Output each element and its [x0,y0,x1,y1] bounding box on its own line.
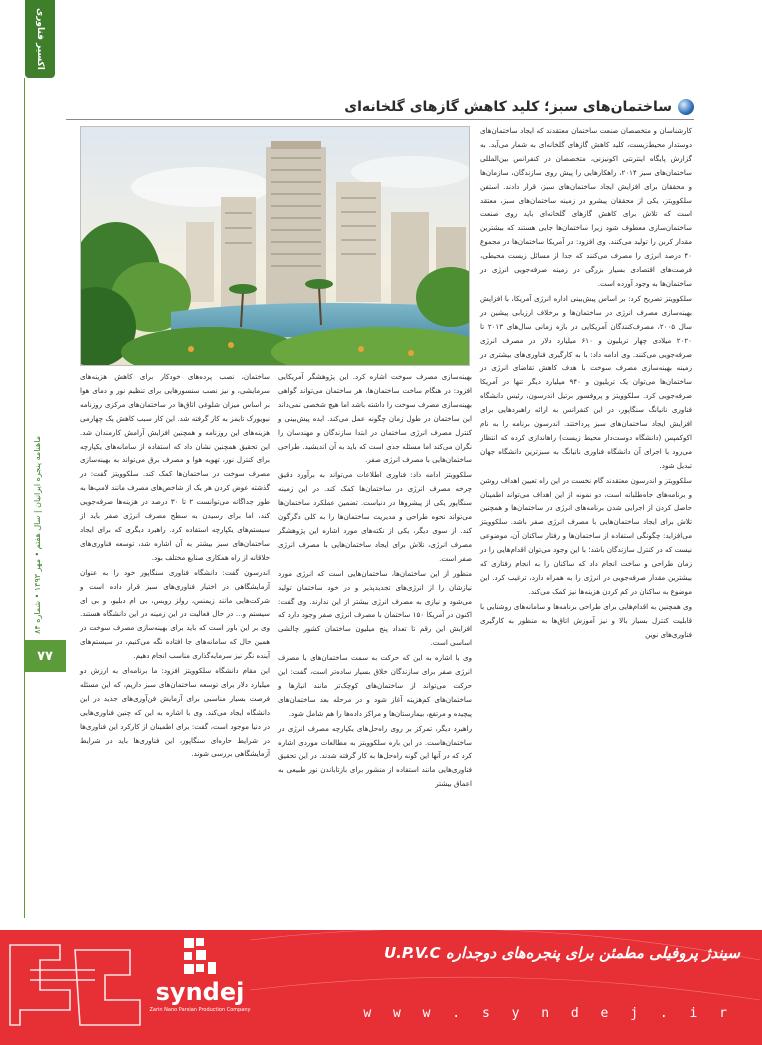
article-column-right [480,124,692,934]
article-title: ساختمان‌های سبز؛ کلید کاهش گازهای گلخانه‌ای [344,98,672,115]
issue-meta [29,420,45,650]
page-number: ۷۷ [24,640,66,672]
syndej-logo [150,936,250,1034]
paragraph: سلکوویتز ادامه داد: فناوری اطلاعات می‌تواند به برآورد دقیق چرخه مصرف انرژی در ساختمان‌ها کمک کند. در این زمینه سنگاپور یکی از پیشروها در دنیاست. تضمین عملکرد ساختمان‌ها می‌تواند نحوه طراحی و مدیریت ساختمان‌ها را به کلی دگرگون کند. از سوی دیگر، یکی از نکته‌های مورد اشاره این پژوهشگر مصرف انرژی، تلاش برای ایجاد ساختمان‌هایی با مصرف انرژی صفر است. [278,470,472,563]
paragraph: اندرسون گفت: دانشگاه فناوری سنگاپور خود را به عنوان آزمایشگاهی در اختیار فناوری‌های سبز قرار داده است و شرکت‌هایی مانند زیمنس، رولز رویس، بی ام دبلیو، و بی ای سیستم و... در حال فعالیت در این زمینه در این دانشگاه هستند. وی بر این باور است که باید برای بهینه‌سازی مصرف سوخت در همین حال که سامانه‌های جا افتاده نگه می‌کنیم، در سیستم‌های آینده نگر نیز سرمایه‌گذاری مناسب انجام دهیم. [80,567,270,661]
globe-icon [678,99,694,115]
brand-subtitle: Zarin Nano Parsian Production Company [149,1007,251,1013]
issue-line: ماهنامه پنجره ایرانیان | سال هفتم • مهر ۱۳۹۳ • شماره ۸۴ [32,436,42,634]
article-column-middle [278,370,472,930]
brand-name: syndej [155,978,245,1006]
paragraph: راهبرد دیگر، تمرکز بر روی راه‌حل‌های یکپارچه مصرف انرژی در ساختمان‌هاست. در این باره سلکوویتز به مطالعات موردی اشاره کرد که در آنها این گونه راه‌حل‌ها به کار گرفته شدند. در این تحقیق فناوری‌هایی مانند استفاده از منشور برای بازتاباندن نور طبیعی به اعماق بیشتر [278,723,472,789]
paragraph: منظور از این ساختمان‌ها، ساختمان‌هایی است که انرژی مورد نیازشان را از انرژی‌های تجدیدپذیر و در خود ساختمان تولید می‌شود و نیازی به مصرف انرژی بیشتر از این ندارند. وی گفت: اکنون در آمریکا ۱۵۰ ساختمان با مصرف انرژی صفر وجود دارد که افزایش این رقم تا تعداد پنج میلیون ساختمان کشور چالشی اساسی است. [278,568,472,648]
article-header [66,94,694,120]
paragraph: کارشناسان و متخصصان صنعت ساختمان معتقدند که ایجاد ساختمان‌های دوستدار محیط‌زیست، کلید کاهش گازهای گلخانه‌ای به شمار می‌آید. به گزارش پایگاه اینترنتی اکونیزنی، متخصصان در کنفرانس بین‌المللی ساختمان‌های سبز ۲۰۱۴، راهکارهایی را پیش روی سازندگان، سازمان‌ها و محققان برای افزایش ایجاد ساختمان‌های سبز، قرار دادند. استفن سلکوویتز، یکی از محققان پیشرو در زمینه ساختمان‌های سبز، معتقد است که تلاش برای کاهش گازهای گلخانه‌ای باید روی صنعت ساختمان‌سازی معطوف شود زیرا ساختمان‌ها جایی هستند که بیشترین مقدار کربن را تولید می‌کنند. وی افزود: در آمریکا ساختمان‌ها در مجموع ۴۰ درصد انرژی را مصرف می‌کنند که جدا از مسائل زیست محیطی، فرصت‌های اقتصادی بسیار بزرگی در زمینه صرفه‌جویی انرژی در ساختمان‌ها به وجود آورده است. [480,126,692,288]
green-buildings-illustration [81,127,470,366]
syndej-logo-mark [182,936,218,976]
footer-advertisement [0,930,762,1045]
website-link[interactable]: w w w . s y n d e j . i r [363,1006,734,1021]
article-column-left [80,370,270,930]
paragraph: سلکوویتز تصریح کرد: بر اساس پیش‌بینی اداره انرژی آمریکا، با افزایش بهینه‌سازی مصرف انرژی در ساختمان‌ها و برخلاف ارزیابی پیشین در سال ۲۰۰۵، مصرف‌کنندگان آمریکایی در بازه زمانی سال‌های ۲۰۱۳ تا ۲۰۲۰ میلادی چهار تریلیون و ۶۱۰ میلیارد دلار در مصرف انرژی صرفه‌جویی می‌کنند. وی ادامه داد: با به کارگیری فناوری‌های بیشتری در زمینه بهینه‌سازی مصرف سوخت با هدف کاهش تقاضای انرژی در ساختمان‌ها می‌توان یک تریلیون و ۹۴۰ میلیارد دیگر تنها در آمریکا صرفه‌جویی کرد. سلکوویتز و پروفسور برتیل اندرسون، رئیس دانشگاه فناوری نانیانگ سنگاپور، در این کنفرانس به ارائه راهبردهایی برای افزایش ایجاد ساختمان‌های سبز پرداختند. اندرسون برنامه را به نام اکوکمپس (دانشگاه دوست‌دار محیط زیست) راهاندازی کرده که انتظار می‌رود با اجرای آن دانشگاه فناوری نانیانگ به سبزترین دانشگاه جهان تبدیل شود. [480,293,693,470]
ad-tagline: سیندژ پروفیلی مطمئن برای پنجره‌های دوجداره U.P.V.C [383,944,740,962]
hero-image [80,126,470,366]
paragraph: این مقام دانشگاه سلکوویتز افزود: ما برنامه‌ای به ارزش دو میلیارد دلار برای توسعه ساختمان‌های سبز داریم، که این مسئله فرصت بسیار مناسبی برای آزمایش فن‌آوری‌های جدید در این دانشگاه ایجاد می‌کند. وی با اشاره به این که چنین فناوری‌هایی در دنیا موجود است، گفت: برای اطمینان از کارکرد این فناوری‌ها در شرایط حاره‌ای سنگاپور، این فناوری‌ها باید در شرایط آزمایشگاهی بررسی شوند. [80,666,270,759]
paragraph: وی همچنین به اقدام‌هایی برای طراحی برنامه‌ها و سامانه‌های روشنایی با قابلیت کنترل بسیار بالا و نیز آموزش اتاق‌ها به منظور به کارگیری فناوری‌های نوین [480,601,692,639]
paragraph: سلکوویتز و اندرسون معتقدند گام نخست در این راه تعیین اهداف روشن و برنامه‌های جاه‌طلبانه است، دو نمونه از این اهداف می‌تواند اطمینان حاصل کردن از اجرایی شدن برنامه‌های انرژی در ساختمان‌ها و همچنین تلاش برای ایجاد ساختمان‌هایی با مصرف انرژی صفر باشد. سلکوویتز می‌افزاید: چگونگی استفاده از ساختمان‌ها و رفتار ساکنان آن، موضوعی نیست که در کنترل سازندگان باشد؛ با این وجود می‌توان اقدام‌هایی را در زمان طراحی و ساخت انجام داد که ساکنان را به انجام رفتاری که بیشترین مقدار صرفه‌جویی در انرژی را به همراه دارد، ترغیب کرد. این موضوع به ساکنان در کم کردن هزینه‌ها نیز کمک می‌کند. [480,475,692,596]
section-label: اکسیر فناوری [35,8,45,70]
section-tab [25,0,55,78]
paragraph: وی با اشاره به این که حرکت به سمت ساختمان‌های با مصرف انرژی صفر برای سازندگان خلاق بسیار ساده‌تر است، گفت: این حرکت می‌تواند از ساختمان‌های کوچک‌تر مانند انبارها و ساختمان‌های کم‌هزینه آغاز شود و در مرحله بعد ساختمان‌های پیچیده و مرتفع، بیمارستان‌ها و مراکز داده‌ها را هم شامل شود. [278,653,472,718]
paragraph: بهینه‌سازی مصرف سوخت اشاره کرد. این پژوهشگر آمریکایی افزود: در هنگام ساخت ساختمان‌ها، هر ساختمان می‌تواند گواهی بهینه‌سازی مصرف سوخت را داشته باشد اما هیچ شخصی نمی‌داند این ساختمان در طول زمان چگونه عمل می‌کند. ایده پیش‌بینی و کنترل مصرف انرژی ساختمان در ابتدا سازندگان و مهندسان را نگران می‌کند اما مسئله جدی است که باید به آن اندیشید. طراحی ساختمان‌هایی با مصرف انرژی صفر. [278,372,472,465]
sidebar-rule [24,78,25,918]
paragraph: ساختمان، نصب پرده‌های خودکار برای کاهش هزینه‌های سرمایشی، و نیز نصب سنسورهایی برای تنظیم نور و دمای هوا بر اساس میزان شلوغی اتاق‌ها در ساختمان‌های مرکزی روزنامه نیویورک تایمز به کار گرفته شد. این کار سبب کاهش یک چهارمی هزینه‌های این روزنامه و همچنین افزایش آرامش کارمندان شد. این تحقیق همچنین نشان داد که استفاده از سامانه‌های یکپارچه برای کنترل نور، تهویه هوا و مصرف برق می‌تواند به بهینه‌سازی مصرف سوخت در ساختمان‌ها کمک کند. سلکوویتز گفت: در گذشته عوض کردن هر یک از شاخص‌های مصرف مانند لامپ‌ها به طور جداگانه می‌توانست ۲ تا ۳۰ درصد در هزینه‌ها صرفه‌جویی کند، اما برای رسیدن به سطح مصرف انرژی صفر باید از سیستم‌های یکپارچه استفاده کرد. راهبرد دیگری که برای ایجاد ساختمان‌های سبز بیشتر به آن اشاره شد، توسعه فناوری‌های خلاقانه از راه همکاری صنایع مختلف بود. [80,372,270,562]
